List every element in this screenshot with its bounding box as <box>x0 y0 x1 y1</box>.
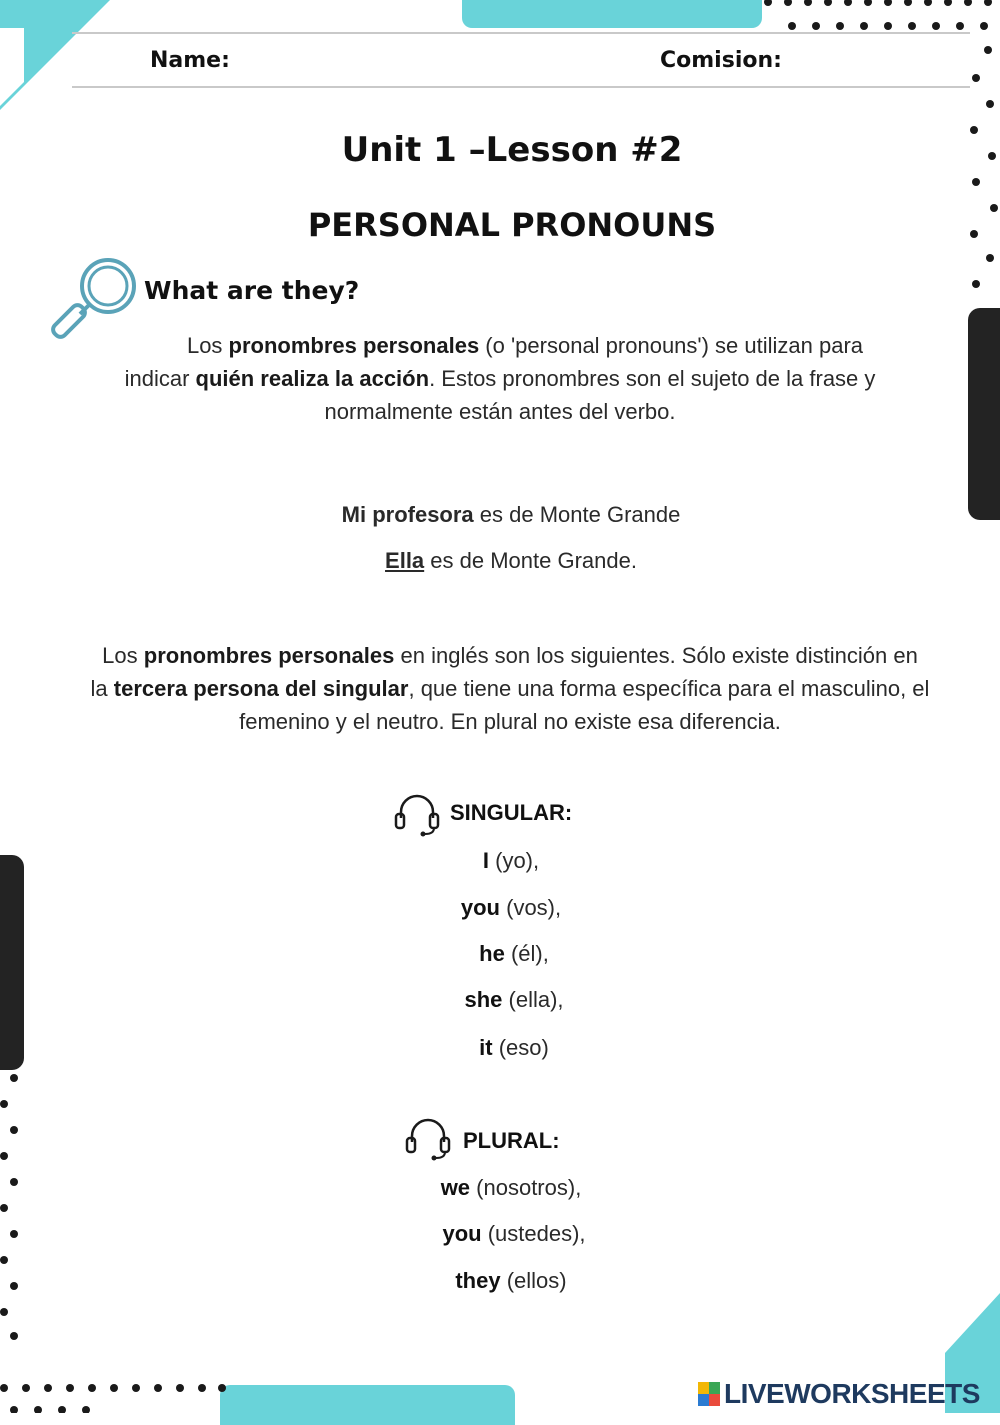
example-line-2: Ella es de Monte Grande. <box>385 548 637 573</box>
intro-paragraph <box>100 329 900 428</box>
header-bottom-rule <box>72 86 970 88</box>
plural-item-we: we (nosotros), <box>440 1175 582 1200</box>
headphones-icon <box>404 1114 452 1162</box>
singular-item-she: she (ella), <box>464 987 564 1012</box>
plural-item-you: you (ustedes), <box>442 1221 586 1246</box>
headphones-icon <box>393 790 441 838</box>
singular-item-i: I (yo), <box>482 848 540 873</box>
decor-dark-tab-right <box>968 308 1000 520</box>
plural-heading: PLURAL: <box>463 1128 560 1153</box>
singular-item-you: you (vos), <box>460 895 562 920</box>
decor-teal-bar-bottom <box>220 1385 515 1425</box>
singular-item-he: he (él), <box>479 941 549 966</box>
intro-line-1: Los pronombres personales (o 'personal pronouns') se utilizan para <box>186 333 864 358</box>
explanation-line-1: Los pronombres personales en inglés son los siguientes. Sólo existe distinción en <box>102 643 918 668</box>
singular-heading: SINGULAR: <box>450 800 573 825</box>
intro-line-2: indicar quién realiza la acción. Estos pronombres son el sujeto de la frase y <box>124 366 876 391</box>
header-top-rule <box>72 32 970 34</box>
term-quien-realiza: quién realiza la acción <box>195 366 430 391</box>
explanation-line-2: la tercera persona del singular, que tiene una forma específica para el masculino, el <box>90 676 930 701</box>
decor-teal-corner-top-left <box>0 0 110 110</box>
comision-label: Comision: <box>660 48 782 73</box>
example-line-1: Mi profesora es de Monte Grande <box>341 502 681 527</box>
name-label: Name: <box>150 48 230 73</box>
topic-title: PERSONAL PRONOUNS <box>307 206 717 244</box>
live-badge-icon <box>698 1382 720 1406</box>
section-heading: What are they? <box>144 276 360 305</box>
decor-teal-bar-top <box>462 0 762 28</box>
lesson-title: Unit 1 –Lesson #2 <box>341 130 683 170</box>
explanation-paragraph <box>60 639 960 738</box>
intro-line-3: normalmente están antes del verbo. <box>324 399 676 424</box>
brand-text: LIVEWORKSHEETS <box>724 1378 980 1409</box>
term-pronombres-personales: pronombres personales <box>228 333 480 358</box>
liveworksheets-logo[interactable] <box>698 1378 980 1410</box>
plural-item-they: they (ellos) <box>455 1268 567 1293</box>
singular-item-it: it (eso) <box>479 1035 549 1060</box>
explanation-line-3: femenino y el neutro. En plural no existe esa diferencia. <box>239 709 781 734</box>
